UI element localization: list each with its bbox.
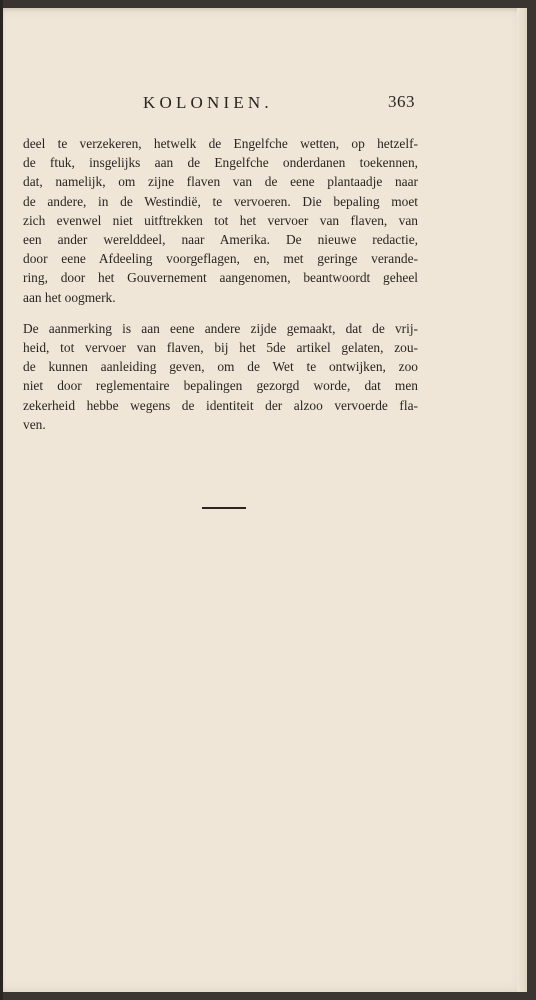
paragraph-1 bbox=[23, 134, 418, 307]
text-line: de ftuk, insgelijks aan de Engelfche onderdanen toekennen, bbox=[23, 155, 418, 171]
text-line: ring, door het Gouvernement aangenomen, beantwoordt geheel bbox=[23, 270, 418, 286]
text-line: niet door reglementaire bepalingen gezorgd worde, dat men bbox=[23, 378, 418, 394]
section-end-rule bbox=[202, 507, 246, 509]
text-line: De aanmerking is aan eene andere zijde gemaakt, dat de vrij- bbox=[23, 320, 418, 336]
text-line: heid, tot vervoer van flaven, bij het 5de artikel gelaten, zou- bbox=[23, 340, 418, 356]
text-line: door eene Afdeeling voorgeflagen, en, met geringe verande- bbox=[23, 251, 418, 267]
paragraph-gap bbox=[23, 307, 418, 319]
paragraph-2 bbox=[23, 319, 418, 434]
body-text bbox=[23, 134, 418, 434]
text-line: deel te verzekeren, hetwelk de Engelfche wetten, op hetzelf- bbox=[23, 136, 418, 151]
page-edge bbox=[517, 8, 527, 992]
book-page bbox=[3, 8, 527, 992]
running-head bbox=[3, 93, 527, 119]
text-line: ven. bbox=[23, 416, 46, 432]
text-line: dat, namelijk, om zijne flaven van de eene plantaadje naar bbox=[23, 174, 418, 190]
running-head-title: KOLONIEN. bbox=[143, 93, 273, 112]
text-line: een ander werelddeel, naar Amerika. De nieuwe redactie, bbox=[23, 232, 418, 248]
text-line: zich evenwel niet uitftrekken tot het vervoer van flaven, van bbox=[23, 212, 418, 228]
text-line: aan het oogmerk. bbox=[23, 289, 116, 305]
text-line: de andere, in de Westindië, te vervoeren. Die bepaling moet bbox=[23, 193, 418, 209]
text-line: zekerheid hebbe wegens de identiteit der alzoo vervoerde fla- bbox=[23, 397, 418, 413]
text-line: de kunnen aanleiding geven, om de Wet te ontwijken, zoo bbox=[23, 359, 418, 375]
page-number: 363 bbox=[388, 92, 415, 111]
